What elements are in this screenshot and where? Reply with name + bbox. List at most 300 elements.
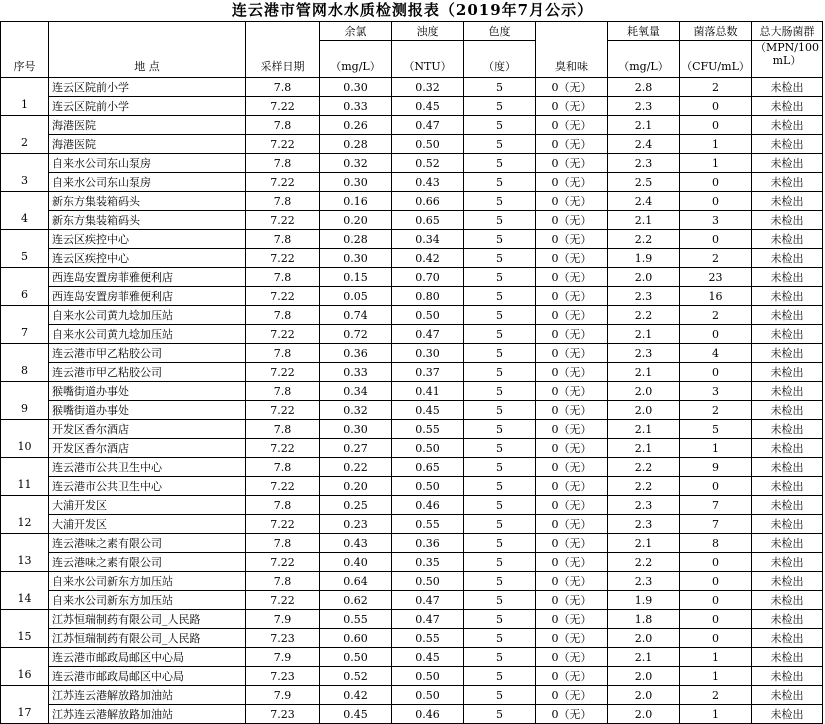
bacteria-cell: 0: [680, 629, 752, 648]
site-cell: 连云港市公共卫生中心: [49, 458, 246, 477]
bacteria-cell: 0: [680, 116, 752, 135]
chlorine-cell: 0.52: [320, 667, 392, 686]
table-row: [1, 610, 823, 629]
chlorine-cell: 0.72: [320, 325, 392, 344]
odor-cell: 0（无）: [536, 78, 608, 97]
header-oxygen: 耗氧量: [608, 22, 680, 41]
color-cell: 5: [464, 572, 536, 591]
site-cell: 自来水公司东山泵房: [49, 173, 246, 192]
site-cell: 西连岛安置房菲雅便利店: [49, 268, 246, 287]
odor-cell: 0（无）: [536, 401, 608, 420]
odor-cell: 0（无）: [536, 667, 608, 686]
chlorine-cell: 0.64: [320, 572, 392, 591]
coliform-cell: 未检出: [752, 477, 823, 496]
color-cell: 5: [464, 78, 536, 97]
header-color-unit: （度）: [464, 41, 536, 78]
bacteria-cell: 1: [680, 705, 752, 724]
header-oxygen-unit: （mg/L）: [608, 41, 680, 78]
seq-cell: 4: [1, 192, 49, 230]
oxygen-cell: 2.3: [608, 572, 680, 591]
oxygen-cell: 1.9: [608, 249, 680, 268]
seq-cell: 15: [1, 610, 49, 648]
turbidity-cell: 0.50: [392, 572, 464, 591]
oxygen-cell: 2.3: [608, 287, 680, 306]
table-row: [1, 192, 823, 211]
bacteria-cell: 3: [680, 211, 752, 230]
header-turbidity: 浊度: [392, 22, 464, 41]
coliform-cell: 未检出: [752, 97, 823, 116]
site-cell: 江苏恒瑞制药有限公司_人民路: [49, 610, 246, 629]
odor-cell: 0（无）: [536, 249, 608, 268]
color-cell: 5: [464, 420, 536, 439]
header-row-1: [1, 22, 823, 41]
date-cell: 7.22: [246, 173, 320, 192]
chlorine-cell: 0.30: [320, 173, 392, 192]
bacteria-cell: 4: [680, 344, 752, 363]
bacteria-cell: 0: [680, 97, 752, 116]
odor-cell: 0（无）: [536, 192, 608, 211]
date-cell: 7.8: [246, 268, 320, 287]
table-row: [1, 629, 823, 648]
date-cell: 7.8: [246, 306, 320, 325]
table-row: [1, 135, 823, 154]
oxygen-cell: 2.4: [608, 192, 680, 211]
site-cell: 大浦开发区: [49, 496, 246, 515]
site-cell: 连云港市邮政局邮区中心局: [49, 667, 246, 686]
odor-cell: 0（无）: [536, 97, 608, 116]
color-cell: 5: [464, 363, 536, 382]
bacteria-cell: 2: [680, 306, 752, 325]
seq-cell: 12: [1, 496, 49, 534]
chlorine-cell: 0.60: [320, 629, 392, 648]
color-cell: 5: [464, 439, 536, 458]
site-cell: 连云港市公共卫生中心: [49, 477, 246, 496]
table-row: [1, 458, 823, 477]
site-cell: 自来水公司新东方加压站: [49, 591, 246, 610]
turbidity-cell: 0.45: [392, 401, 464, 420]
chlorine-cell: 0.30: [320, 78, 392, 97]
seq-cell: 16: [1, 648, 49, 686]
odor-cell: 0（无）: [536, 458, 608, 477]
date-cell: 7.8: [246, 572, 320, 591]
bacteria-cell: 9: [680, 458, 752, 477]
seq-cell: 10: [1, 420, 49, 458]
chlorine-cell: 0.05: [320, 287, 392, 306]
turbidity-cell: 0.55: [392, 420, 464, 439]
seq-cell: 6: [1, 268, 49, 306]
date-cell: 7.22: [246, 249, 320, 268]
bacteria-cell: 0: [680, 477, 752, 496]
coliform-cell: 未检出: [752, 648, 823, 667]
date-cell: 7.22: [246, 515, 320, 534]
table-row: [1, 344, 823, 363]
site-cell: 自来水公司东山泵房: [49, 154, 246, 173]
chlorine-cell: 0.22: [320, 458, 392, 477]
date-cell: 7.8: [246, 458, 320, 477]
oxygen-cell: 2.8: [608, 78, 680, 97]
turbidity-cell: 0.70: [392, 268, 464, 287]
date-cell: 7.8: [246, 78, 320, 97]
date-cell: 7.23: [246, 667, 320, 686]
header-chlorine-unit: （mg/L）: [320, 41, 392, 78]
seq-cell: 1: [1, 78, 49, 116]
site-cell: 江苏恒瑞制药有限公司_人民路: [49, 629, 246, 648]
site-cell: 连云区疾控中心: [49, 230, 246, 249]
chlorine-cell: 0.26: [320, 116, 392, 135]
site-cell: 连云港味之素有限公司: [49, 553, 246, 572]
table-row: [1, 420, 823, 439]
odor-cell: 0（无）: [536, 344, 608, 363]
bacteria-cell: 8: [680, 534, 752, 553]
turbidity-cell: 0.37: [392, 363, 464, 382]
color-cell: 5: [464, 629, 536, 648]
color-cell: 5: [464, 135, 536, 154]
turbidity-cell: 0.30: [392, 344, 464, 363]
coliform-cell: 未检出: [752, 686, 823, 705]
seq-cell: 14: [1, 572, 49, 610]
bacteria-cell: 0: [680, 610, 752, 629]
oxygen-cell: 2.1: [608, 211, 680, 230]
seq-cell: 13: [1, 534, 49, 572]
date-cell: 7.22: [246, 439, 320, 458]
odor-cell: 0（无）: [536, 306, 608, 325]
odor-cell: 0（无）: [536, 173, 608, 192]
chlorine-cell: 0.27: [320, 439, 392, 458]
bacteria-cell: 7: [680, 515, 752, 534]
oxygen-cell: 2.2: [608, 477, 680, 496]
color-cell: 5: [464, 553, 536, 572]
oxygen-cell: 2.1: [608, 420, 680, 439]
oxygen-cell: 2.0: [608, 401, 680, 420]
date-cell: 7.8: [246, 382, 320, 401]
color-cell: 5: [464, 325, 536, 344]
turbidity-cell: 0.50: [392, 686, 464, 705]
seq-cell: 3: [1, 154, 49, 192]
oxygen-cell: 2.1: [608, 363, 680, 382]
color-cell: 5: [464, 401, 536, 420]
coliform-cell: 未检出: [752, 135, 823, 154]
color-cell: 5: [464, 306, 536, 325]
table-row: [1, 705, 823, 724]
oxygen-cell: 2.3: [608, 515, 680, 534]
header-coliform: 总大肠菌群: [752, 22, 823, 41]
site-cell: 自来水公司黄九埝加压站: [49, 306, 246, 325]
seq-cell: 9: [1, 382, 49, 420]
water-quality-table: [0, 21, 823, 724]
color-cell: 5: [464, 116, 536, 135]
color-cell: 5: [464, 344, 536, 363]
site-cell: 大浦开发区: [49, 515, 246, 534]
bacteria-cell: 1: [680, 648, 752, 667]
table-row: [1, 648, 823, 667]
color-cell: 5: [464, 667, 536, 686]
site-cell: 连云区院前小学: [49, 97, 246, 116]
table-row: [1, 249, 823, 268]
turbidity-cell: 0.55: [392, 629, 464, 648]
coliform-cell: 未检出: [752, 610, 823, 629]
table-row: [1, 306, 823, 325]
date-cell: 7.8: [246, 230, 320, 249]
oxygen-cell: 2.3: [608, 496, 680, 515]
report-title: 连云港市管网水水质检测报表（2019年7月公示）: [231, 1, 594, 19]
chlorine-cell: 0.32: [320, 401, 392, 420]
bacteria-cell: 0: [680, 572, 752, 591]
coliform-cell: 未检出: [752, 496, 823, 515]
chlorine-cell: 0.15: [320, 268, 392, 287]
coliform-cell: 未检出: [752, 382, 823, 401]
bacteria-cell: 0: [680, 230, 752, 249]
bacteria-cell: 16: [680, 287, 752, 306]
turbidity-cell: 0.50: [392, 135, 464, 154]
turbidity-cell: 0.50: [392, 306, 464, 325]
bacteria-cell: 1: [680, 154, 752, 173]
odor-cell: 0（无）: [536, 230, 608, 249]
table-row: [1, 268, 823, 287]
bacteria-cell: 1: [680, 439, 752, 458]
turbidity-cell: 0.42: [392, 249, 464, 268]
turbidity-cell: 0.80: [392, 287, 464, 306]
color-cell: 5: [464, 154, 536, 173]
color-cell: 5: [464, 268, 536, 287]
bacteria-cell: 1: [680, 667, 752, 686]
bacteria-cell: 0: [680, 591, 752, 610]
oxygen-cell: 2.1: [608, 116, 680, 135]
site-cell: 西连岛安置房菲雅便利店: [49, 287, 246, 306]
seq-cell: 7: [1, 306, 49, 344]
date-cell: 7.8: [246, 116, 320, 135]
odor-cell: 0（无）: [536, 116, 608, 135]
coliform-cell: 未检出: [752, 306, 823, 325]
odor-cell: 0（无）: [536, 648, 608, 667]
coliform-cell: 未检出: [752, 629, 823, 648]
chlorine-cell: 0.36: [320, 344, 392, 363]
site-cell: 连云港市邮政局邮区中心局: [49, 648, 246, 667]
chlorine-cell: 0.30: [320, 420, 392, 439]
color-cell: 5: [464, 610, 536, 629]
oxygen-cell: 1.8: [608, 610, 680, 629]
oxygen-cell: 2.3: [608, 97, 680, 116]
site-cell: 开发区香尔酒店: [49, 439, 246, 458]
color-cell: 5: [464, 382, 536, 401]
chlorine-cell: 0.33: [320, 97, 392, 116]
oxygen-cell: 2.0: [608, 667, 680, 686]
table-row: [1, 154, 823, 173]
odor-cell: 0（无）: [536, 477, 608, 496]
odor-cell: 0（无）: [536, 325, 608, 344]
date-cell: 7.23: [246, 705, 320, 724]
chlorine-cell: 0.28: [320, 230, 392, 249]
site-cell: 连云区院前小学: [49, 78, 246, 97]
header-bacteria: 菌落总数: [680, 22, 752, 41]
seq-cell: 11: [1, 458, 49, 496]
table-row: [1, 534, 823, 553]
odor-cell: 0（无）: [536, 363, 608, 382]
table-row: [1, 686, 823, 705]
oxygen-cell: 2.2: [608, 306, 680, 325]
bacteria-cell: 2: [680, 249, 752, 268]
coliform-cell: 未检出: [752, 439, 823, 458]
site-cell: 连云港市甲乙粘胶公司: [49, 363, 246, 382]
chlorine-cell: 0.50: [320, 648, 392, 667]
odor-cell: 0（无）: [536, 496, 608, 515]
turbidity-cell: 0.45: [392, 97, 464, 116]
odor-cell: 0（无）: [536, 439, 608, 458]
coliform-cell: 未检出: [752, 268, 823, 287]
coliform-cell: 未检出: [752, 553, 823, 572]
table-row: [1, 572, 823, 591]
header-turbidity-unit: （NTU）: [392, 41, 464, 78]
color-cell: 5: [464, 477, 536, 496]
bacteria-cell: 7: [680, 496, 752, 515]
bacteria-cell: 0: [680, 553, 752, 572]
table-row: [1, 173, 823, 192]
color-cell: 5: [464, 192, 536, 211]
odor-cell: 0（无）: [536, 686, 608, 705]
date-cell: 7.22: [246, 287, 320, 306]
seq-cell: 8: [1, 344, 49, 382]
date-cell: 7.22: [246, 97, 320, 116]
coliform-cell: 未检出: [752, 154, 823, 173]
site-cell: 海港医院: [49, 116, 246, 135]
seq-cell: 17: [1, 686, 49, 724]
header-odor: 臭和味: [536, 22, 608, 78]
turbidity-cell: 0.47: [392, 325, 464, 344]
site-cell: 连云区疾控中心: [49, 249, 246, 268]
header-bacteria-unit: （CFU/mL）: [680, 41, 752, 78]
odor-cell: 0（无）: [536, 268, 608, 287]
site-cell: 自来水公司黄九埝加压站: [49, 325, 246, 344]
odor-cell: 0（无）: [536, 382, 608, 401]
table-row: [1, 496, 823, 515]
turbidity-cell: 0.47: [392, 116, 464, 135]
chlorine-cell: 0.62: [320, 591, 392, 610]
coliform-cell: 未检出: [752, 667, 823, 686]
odor-cell: 0（无）: [536, 629, 608, 648]
site-cell: 自来水公司新东方加压站: [49, 572, 246, 591]
odor-cell: 0（无）: [536, 591, 608, 610]
oxygen-cell: 2.0: [608, 268, 680, 287]
odor-cell: 0（无）: [536, 572, 608, 591]
odor-cell: 0（无）: [536, 287, 608, 306]
color-cell: 5: [464, 287, 536, 306]
turbidity-cell: 0.41: [392, 382, 464, 401]
date-cell: 7.9: [246, 686, 320, 705]
chlorine-cell: 0.42: [320, 686, 392, 705]
coliform-cell: 未检出: [752, 344, 823, 363]
coliform-cell: 未检出: [752, 401, 823, 420]
bacteria-cell: 23: [680, 268, 752, 287]
color-cell: 5: [464, 496, 536, 515]
oxygen-cell: 2.1: [608, 325, 680, 344]
color-cell: 5: [464, 458, 536, 477]
turbidity-cell: 0.55: [392, 515, 464, 534]
header-coliform-unit: （MPN/100 mL）: [752, 41, 823, 78]
date-cell: 7.22: [246, 401, 320, 420]
site-cell: 新东方集装箱码头: [49, 192, 246, 211]
table-row: [1, 325, 823, 344]
coliform-cell: 未检出: [752, 287, 823, 306]
turbidity-cell: 0.47: [392, 610, 464, 629]
coliform-cell: 未检出: [752, 211, 823, 230]
chlorine-cell: 0.28: [320, 135, 392, 154]
header-site: 地 点: [49, 22, 246, 78]
coliform-cell: 未检出: [752, 705, 823, 724]
color-cell: 5: [464, 591, 536, 610]
color-cell: 5: [464, 249, 536, 268]
site-cell: 连云港市甲乙粘胶公司: [49, 344, 246, 363]
table-row: [1, 477, 823, 496]
chlorine-cell: 0.20: [320, 211, 392, 230]
coliform-cell: 未检出: [752, 230, 823, 249]
odor-cell: 0（无）: [536, 515, 608, 534]
date-cell: 7.9: [246, 610, 320, 629]
table-row: [1, 363, 823, 382]
turbidity-cell: 0.45: [392, 648, 464, 667]
coliform-cell: 未检出: [752, 591, 823, 610]
oxygen-cell: 2.4: [608, 135, 680, 154]
header-seq: 序号: [1, 22, 49, 78]
color-cell: 5: [464, 211, 536, 230]
site-cell: 连云港味之素有限公司: [49, 534, 246, 553]
coliform-cell: 未检出: [752, 515, 823, 534]
coliform-cell: 未检出: [752, 173, 823, 192]
coliform-cell: 未检出: [752, 78, 823, 97]
table-row: [1, 116, 823, 135]
color-cell: 5: [464, 648, 536, 667]
date-cell: 7.22: [246, 135, 320, 154]
oxygen-cell: 2.3: [608, 344, 680, 363]
chlorine-cell: 0.34: [320, 382, 392, 401]
turbidity-cell: 0.32: [392, 78, 464, 97]
turbidity-cell: 0.66: [392, 192, 464, 211]
chlorine-cell: 0.32: [320, 154, 392, 173]
bacteria-cell: 0: [680, 325, 752, 344]
color-cell: 5: [464, 534, 536, 553]
site-cell: 江苏连云港解放路加油站: [49, 705, 246, 724]
bacteria-cell: 0: [680, 192, 752, 211]
coliform-cell: 未检出: [752, 534, 823, 553]
table-row: [1, 401, 823, 420]
table-row: [1, 287, 823, 306]
oxygen-cell: 2.0: [608, 382, 680, 401]
table-row: [1, 230, 823, 249]
coliform-cell: 未检出: [752, 325, 823, 344]
oxygen-cell: 2.1: [608, 534, 680, 553]
odor-cell: 0（无）: [536, 534, 608, 553]
bacteria-cell: 2: [680, 78, 752, 97]
header-color: 色度: [464, 22, 536, 41]
odor-cell: 0（无）: [536, 553, 608, 572]
site-cell: 猴嘴街道办事处: [49, 401, 246, 420]
color-cell: 5: [464, 97, 536, 116]
oxygen-cell: 2.2: [608, 458, 680, 477]
site-cell: 猴嘴街道办事处: [49, 382, 246, 401]
table-row: [1, 78, 823, 97]
oxygen-cell: 2.2: [608, 230, 680, 249]
turbidity-cell: 0.52: [392, 154, 464, 173]
date-cell: 7.8: [246, 420, 320, 439]
color-cell: 5: [464, 230, 536, 249]
odor-cell: 0（无）: [536, 705, 608, 724]
chlorine-cell: 0.30: [320, 249, 392, 268]
oxygen-cell: 2.0: [608, 705, 680, 724]
chlorine-cell: 0.40: [320, 553, 392, 572]
oxygen-cell: 1.9: [608, 591, 680, 610]
odor-cell: 0（无）: [536, 154, 608, 173]
table-row: [1, 667, 823, 686]
coliform-cell: 未检出: [752, 572, 823, 591]
table-row: [1, 439, 823, 458]
